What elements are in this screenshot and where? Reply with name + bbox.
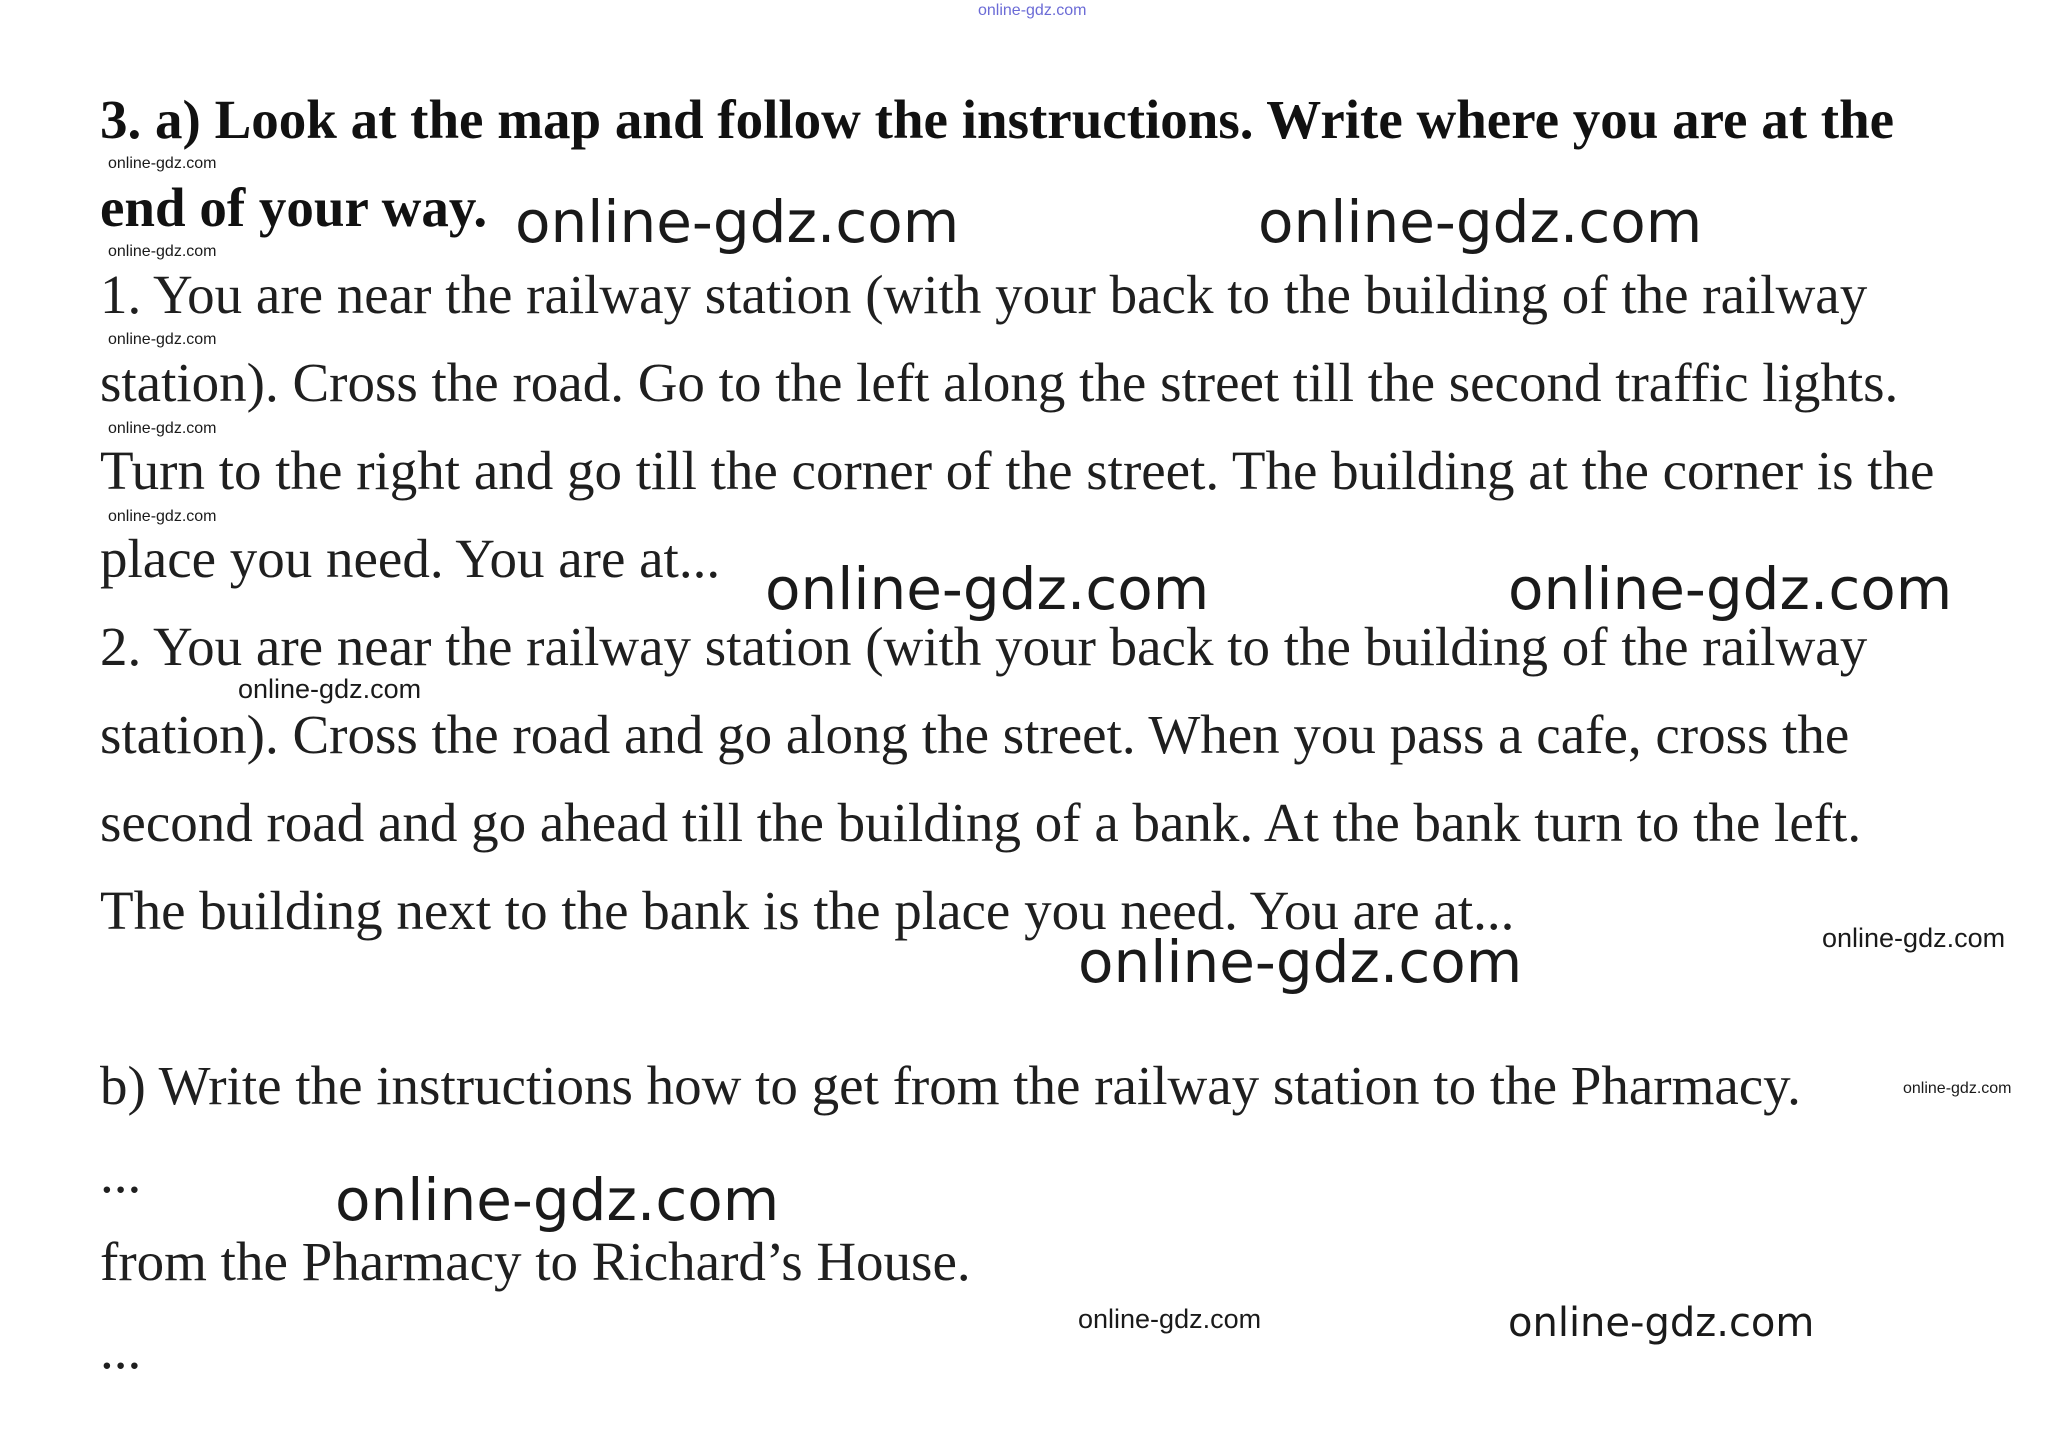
item-1-line-1: 1. You are near the railway station (with your back to the building of the railway [100,264,1868,325]
watermark-medium: online-gdz.com [238,674,422,704]
watermark-large: online-gdz.com [1258,188,1703,256]
watermark-large: online-gdz.com [765,555,1210,623]
watermark-small: online-gdz.com [1903,1080,2012,1097]
ellipsis-2: ... [100,1319,142,1380]
watermark-top: online-gdz.com [978,2,1087,19]
watermark-large: online-gdz.com [1078,928,1523,996]
watermark-medium: online-gdz.com [1078,1304,1262,1334]
item-2-line-4: The building next to the bank is the place you need. You are at... [100,880,1515,941]
watermark-large: online-gdz.com [1508,555,1953,623]
item-1-line-3: Turn to the right and go till the corner of the street. The building at the corner is the [100,440,1935,501]
watermark-small: online-gdz.com [108,331,217,348]
item-1-line-2: station). Cross the road. Go to the left along the street till the second traffic lights. [100,352,1899,413]
part-b-line-1: b) Write the instructions how to get from the railway station to the Pharmacy. [100,1055,1801,1116]
part-b-line-2: from the Pharmacy to Richard’s House. [100,1231,971,1292]
exercise-heading-line-1: 3. a) Look at the map and follow the instructions. Write where you are at the [100,89,1895,150]
watermark-small: online-gdz.com [108,420,217,437]
watermark-large: online-gdz.com [515,188,960,256]
ellipsis-1: ... [100,1143,142,1204]
watermark-small: online-gdz.com [108,243,217,260]
item-2-line-3: second road and go ahead till the building of a bank. At the bank turn to the left. [100,792,1862,853]
watermark-medium: online-gdz.com [1508,1300,1815,1346]
exercise-heading-line-2: end of your way. [100,177,488,238]
watermark-medium: online-gdz.com [1822,923,2006,953]
watermark-small: online-gdz.com [108,155,217,172]
item-1-line-4: place you need. You are at... [100,528,721,589]
watermark-small: online-gdz.com [108,508,217,525]
item-2-line-1: 2. You are near the railway station (with your back to the building of the railway [100,616,1868,677]
watermark-large: online-gdz.com [335,1166,780,1234]
item-2-line-2: station). Cross the road and go along the street. When you pass a cafe, cross the [100,704,1850,765]
